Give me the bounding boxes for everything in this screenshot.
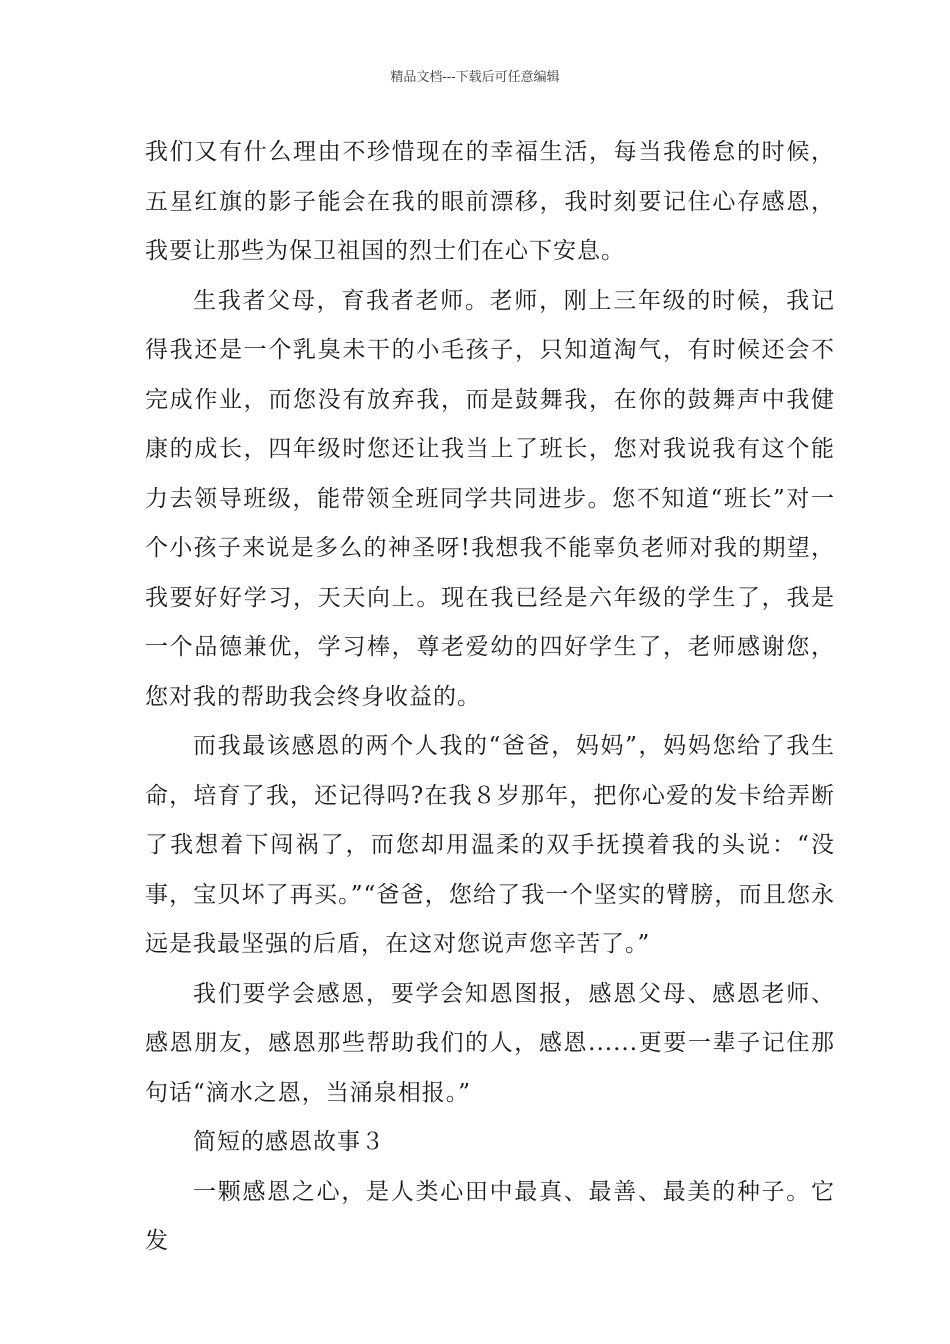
paragraph-4: 我们要学会感恩，要学会知恩图报，感恩父母、感恩老师、感恩朋友，感恩那些帮助我们的人，感恩......更要一辈子记住那句话“滴水之恩，当涌泉相报。” xyxy=(145,980,835,1106)
paragraph-2: 生我者父母，育我者老师。老师，刚上三年级的时候，我记得我还是一个乳臭未干的小毛孩子，只知道淘气，有时候还会不完成作业，而您没有放弃我，而是鼓舞我，在你的鼓舞声中我健康的成长，四年级时您还让我当上了班长，您对我说我有这个能力去领导班级，能带领全班同学共同进步。您不知道“班长”对一个小孩子来说是多么的神圣呀!我想我不能辜负老师对我的期望，我要好好学习，天天向上。现在我已经是六年级的学生了，我是一个品德兼优，学习棒，尊老爱幼的四好学生了，老师感谢您，您对我的帮助我会终身收益的。 xyxy=(145,287,835,710)
paragraph-3: 而我最该感恩的两个人我的“爸爸，妈妈”，妈妈您给了我生命，培育了我，还记得吗?在我８岁那年，把你心爱的发卡给弄断了我想着下闯祸了，而您却用温柔的双手抚摸着我的头说：“没事，宝贝坏了再买。”“爸爸，您给了我一个坚实的臂膀，而且您永远是我最坚强的后盾，在这对您说声您辛苦了。” xyxy=(145,733,835,957)
paragraph-5: 一颗感恩之心，是人类心田中最真、最善、最美的种子。它发 xyxy=(145,1178,835,1254)
paragraph-1: 我们又有什么理由不珍惜现在的幸福生活，每当我倦怠的时候，五星红旗的影子能会在我的眼前漂移，我时刻要记住心存感恩，我要让那些为保卫祖国的烈士们在心下安息。 xyxy=(145,139,835,264)
section-heading: 简短的感恩故事３ xyxy=(193,1129,385,1155)
page-header: 精品文档---下载后可任意编辑 xyxy=(390,70,560,85)
body-text xyxy=(145,128,835,1267)
